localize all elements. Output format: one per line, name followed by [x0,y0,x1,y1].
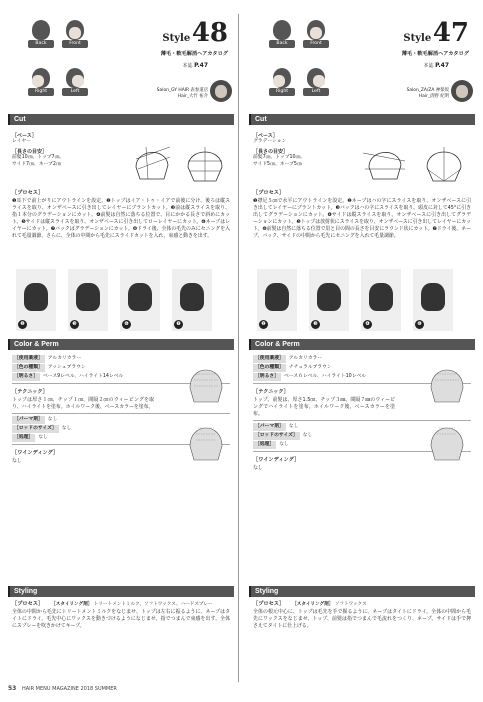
process-photos [8,269,234,339]
perm-row: ［ロッドのサイズ］ なし [14,426,72,431]
style-word: Style [162,33,191,44]
page-reference: 本誌 P.47 [423,62,449,69]
process-label: ［プロセス］ [253,190,285,196]
color-head-diagram-top [425,358,469,406]
magazine-name: HAIR MENU MAGAZINE 2018 SUMMER [21,686,117,692]
catalog-subtitle: 薄毛・軟毛解消ヘアカタログ [160,51,228,57]
style-num: 48 [191,18,228,48]
stylist-portrait [451,80,473,102]
thumb-label: Right [28,88,54,96]
winding-label: ［ワインディング］ [12,450,59,456]
process-text: ❶耳下で前上がりにアウトラインを設定。❷トップはイア・トゥ・イアで前後に分け、後ろは縦スライスを取り、オンザベースに引き出してレイヤーにブラントカット。❸前は縦スライスを取り、指１本分のグラデーションにカット。❹前髪は自然に落ちる位置で、目にかかる長さで斜めにカット。❺サイドは縦スライスを取り、オンザベースに引き出してローレイヤーにカット。❻ネープはレイヤーにカット。❼バックはグラデーションにカット。❽ドライ後、全体の毛先のみにセニングを入れて毛量調節。さらに、全体の中間から毛先にスライドカットを入れ、束感と動きを出す。 [12,198,230,239]
cut-diagram-side [126,139,176,187]
thumb-back [269,20,295,48]
length-value: サイド5㎝、ネープ5㎝ [253,161,302,167]
styling-section-bar: Styling [249,586,475,597]
cp-row: ［使用薬液］ アルカリカラー [255,356,323,361]
base-label: ［ベース］ [12,133,37,139]
color-head-diagram-front [425,416,469,464]
stylist-portrait [210,80,232,102]
length-value: 前髪7㎝、トップ10㎝、 [253,155,306,161]
thumb-label: Back [269,40,295,48]
base-value: グラデーション [253,139,287,144]
length-value: 前髪10㎝、トップ7㎝、 [12,155,65,161]
thumb-right [28,68,54,96]
style-num: 47 [432,18,469,48]
technique-text: トップは厚さ１㎝、チップ１㎝、間隔２㎝のウィービングを取り、ハイライトを塗布。ホイルワーク後、ベースカラーを塗布。 [12,397,154,410]
thumb-label: Left [62,88,88,96]
style-word: Style [403,33,432,44]
color-perm-section-bar: Color & Perm [8,339,234,350]
cp-row: ［色の種類］ アッシュブラウン [14,365,86,370]
thumb-left [62,68,88,96]
length-label: ［長さの目安］ [12,149,48,156]
process-photo: ❷ [16,269,56,331]
technique-label: ［テクニック］ [12,389,48,395]
salon-credit: Salon_ZA/ZA 神楽坂 Hair_清野 紀明 [406,88,449,99]
perm-row: ［ロッドのサイズ］ なし [255,433,313,438]
cut-diagram-side [359,139,409,187]
perm-row: ［パーマ剤］ なし [14,417,58,422]
process-text: ❶襟足５㎝で水平にアウトラインを設定。❷ネープはハの字にスライスを取り、オンザベースに引き出してレイヤーにブラントカット。❸バックはハの字にスライスを取り、頭皮に対して45°に引き出してグラデーションにカット。❹サイドは縦スライスを取り、オンザベースに引き出してグラデーションにカット。❺トップは放射状にスライスを取り、オンザベースに引き出してレイヤーにカット。❻前髪は自然に落ちる位置で眉と目の間の長さを目安にラウンド状にカット。❼ドライ後、ネープ、バック、サイドの中間から毛先にセニングを入れて毛量調節。 [253,198,472,239]
process-label: ［プロセス］ [12,190,44,196]
cp-row: ［色の種類］ ナチュラルブラウン [255,365,332,370]
catalog-subtitle: 薄毛・軟毛解消ヘアカタログ [401,51,469,57]
cut-section [249,125,475,239]
thumb-left [303,68,329,96]
thumb-front [62,20,88,48]
thumb-label: Front [62,40,88,48]
base-label: ［ベース］ [253,133,278,139]
styling-agent-label: ［スタイリング剤］ [292,602,334,607]
page-reference: 本誌 P.47 [182,62,208,69]
color-head-diagram-front [184,416,228,464]
styling-section [8,600,234,630]
process-photo: ❸ [309,269,349,331]
cut-diagram-back [419,139,469,187]
perm-row: ［処理］ なし [255,442,289,447]
cut-diagram-back [180,139,230,187]
cut-section-bar: Cut [8,114,234,125]
thumb-right [269,68,295,96]
styling-agent: ソフトワックス [334,602,367,607]
thumbnail-grid [269,20,339,120]
color-perm-section [249,350,475,586]
style-number [403,20,469,46]
perm-row: ［処理］ なし [14,435,48,440]
process-photo: ❻ [413,269,453,331]
styling-agent-label: ［スタイリング剤］ [51,602,93,607]
style-header [8,14,234,114]
color-head-diagram-top [184,358,228,406]
thumb-back [28,20,54,48]
style-48-column [8,14,234,678]
style-number [162,20,228,46]
styling-section-bar: Styling [8,586,234,597]
winding-value: なし [12,458,22,464]
base-value: レイヤー [12,139,31,144]
column-divider [238,14,239,682]
styling-process-label: ［プロセス］ [12,601,44,607]
style-47-column [249,14,475,678]
winding-value: なし [253,465,263,471]
length-value: サイド7㎝、ネープ2㎝ [12,161,61,167]
technique-text: トップ、前髪は、厚さ1.5㎝、チップ３㎜、間隔７㎜のウィービングでハイライトを塗布。ホイルワーク後、ベースカラーを塗布。 [253,397,395,417]
length-label: ［長さの目安］ [253,149,289,156]
styling-section [249,600,475,630]
technique-label: ［テクニック］ [253,389,289,395]
thumb-label: Back [28,40,54,48]
style-header [249,14,475,114]
salon-credit: Salon_GY HAIR 表参道店 Hair_大竹 祐介 [156,88,208,99]
color-perm-section [8,350,234,586]
thumb-label: Front [303,40,329,48]
styling-process-label: ［プロセス］ [253,601,285,607]
process-photo: ❼ [172,269,212,331]
cp-row: ［明るさ］ ベース9レベル、ハイライト14レベル [14,374,124,379]
process-photo: ❹ [361,269,401,331]
page-number: 53 [8,685,17,692]
thumb-label: Right [269,88,295,96]
cp-row: ［使用薬液］ アルカリカラー [14,356,82,361]
thumb-label: Left [303,88,329,96]
process-photo: ❻ [120,269,160,331]
perm-row: ［パーマ剤］ なし [255,424,299,429]
thumbnail-grid [28,20,98,120]
cp-row: ［明るさ］ ベース６レベル、ハイライト10レベル [255,374,367,379]
process-photos [249,269,475,339]
cut-section-bar: Cut [249,114,475,125]
styling-text: 全体の中間から毛先にトリートメントミルクをなじませ、トップは左右に振るように、ネープはタイトにドライ。毛先中心にワックスを動きづけるようになじませ、指でつまんで束感を出す。全体にスプレーを吹きかけてキープ。 [12,609,230,629]
cut-section [8,125,234,239]
styling-text: 全体の根元中心に、トップは毛先を手で握るように、ネープはタイトにドライ。全体の中間から毛先にワックスをなじませ、トップ、前髪は指でつまんで毛流れをつくり、ネープ、サイドは手で押さえてタイトに仕上げる。 [253,609,471,629]
styling-agent: トリートメントミルク、ソフトワックス、ハードスプレー [93,602,213,607]
thumb-front [303,20,329,48]
color-perm-section-bar: Color & Perm [249,339,475,350]
process-photo: ❸ [68,269,108,331]
page-footer [8,685,117,692]
process-photo: ❷ [257,269,297,331]
winding-label: ［ワインディング］ [253,457,300,463]
